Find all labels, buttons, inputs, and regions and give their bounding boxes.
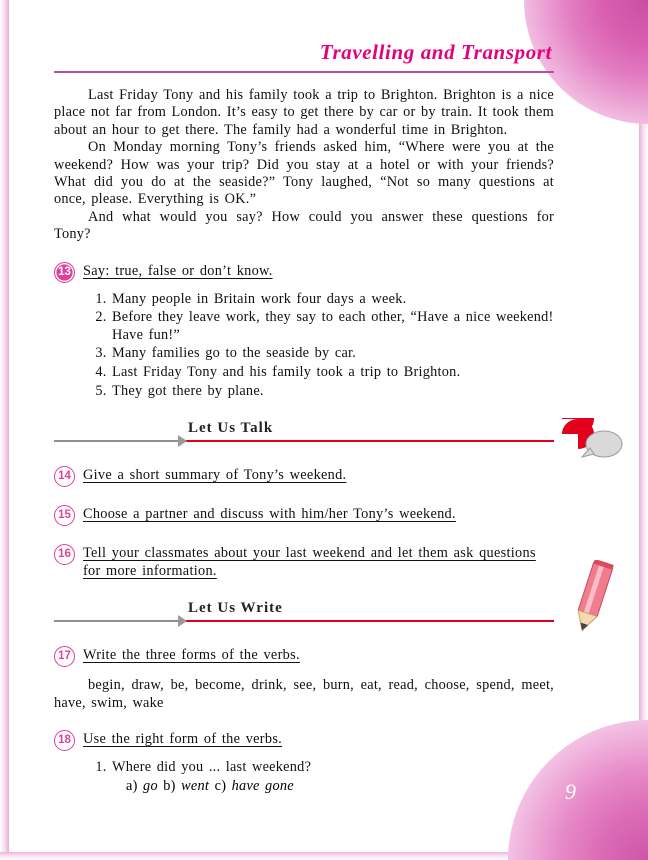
choice-c-label: c)	[214, 778, 227, 794]
exercise-prompt: Choose a partner and discuss with him/her Tony’s weekend.	[83, 506, 456, 523]
story-paragraph-1: Last Friday Tony and his family took a trip to Brighton. Brighton is a nice place not far from London. It’s easy to get there by car or by train. It took them about an hour to get there. The family had a wonderful time in Brighton.	[54, 87, 554, 138]
exercise-number-badge: 16	[54, 544, 75, 565]
exercise-prompt: Say: true, false or don’t know.	[83, 262, 273, 279]
list-item: 3. Many families go to the seaside by car.	[112, 345, 554, 363]
banner-line-left	[54, 440, 182, 441]
banner-line-left	[54, 620, 182, 621]
exercise-number-badge: 14	[54, 466, 75, 487]
choice-a-label: a)	[126, 778, 138, 794]
page-number: 9	[565, 779, 576, 804]
speech-bubbles-icon	[560, 418, 630, 462]
list-item: 4. Last Friday Tony and his family took a trip to Brighton.	[112, 364, 554, 382]
exercise-13-items	[54, 291, 554, 401]
exercise-18	[54, 730, 554, 751]
exercise-17-verb-list: begin, draw, be, become, drink, see, burn, eat, read, choose, spend, meet, have, swim, wake	[54, 677, 554, 711]
page-title: Travelling and Transport	[319, 40, 552, 64]
exercise-number-badge: 13	[54, 262, 75, 283]
pencil-icon	[562, 560, 622, 640]
exercise-17	[54, 646, 554, 667]
exercise-18-choices	[54, 778, 554, 796]
choice-b-label: b)	[163, 778, 176, 794]
list-item: 2. Before they leave work, they say to each other, “Have a nice weekend! Have fun!”	[112, 309, 554, 344]
choice-a-value: go	[143, 778, 158, 794]
exercise-prompt: Give a short summary of Tony’s weekend.	[83, 467, 347, 484]
section-title-talk: Let Us Talk	[182, 420, 279, 437]
section-title-write: Let Us Write	[182, 600, 289, 617]
exercise-prompt: Tell your classmates about your last weekend and let them ask questions for more information.	[83, 545, 536, 580]
story-paragraph-2: On Monday morning Tony’s friends asked him, “Where were you at the weekend? How was your trip? Did you stay at a hotel or with your friends? What did you do at the seaside?” Tony laughed, “Not so many questions at once, please. Everything is OK.”	[54, 139, 554, 208]
exercise-14	[54, 466, 554, 487]
section-banner-let-us-talk	[54, 422, 554, 448]
choice-c-value: have gone	[231, 778, 294, 794]
exercise-16	[54, 544, 554, 580]
page-content	[54, 40, 554, 796]
title-rule	[54, 71, 554, 73]
exercise-number-badge: 17	[54, 646, 75, 667]
list-item: 1. Where did you ... last weekend?	[112, 759, 554, 777]
story-paragraph-3: And what would you say? How could you answer these questions for Tony?	[54, 208, 554, 243]
exercise-18-items	[54, 759, 554, 777]
list-item: 5. They got there by plane.	[112, 383, 554, 401]
exercise-prompt: Write the three forms of the verbs.	[83, 647, 300, 664]
exercise-prompt: Use the right form of the verbs.	[83, 731, 283, 748]
page-edge-left	[0, 0, 9, 860]
exercise-15	[54, 505, 554, 526]
section-banner-let-us-write	[54, 602, 554, 628]
exercise-13	[54, 262, 554, 283]
choice-b-value: went	[181, 778, 210, 794]
exercise-number-badge: 15	[54, 505, 75, 526]
exercise-number-badge: 18	[54, 730, 75, 751]
list-item: 1. Many people in Britain work four days a week.	[112, 291, 554, 309]
